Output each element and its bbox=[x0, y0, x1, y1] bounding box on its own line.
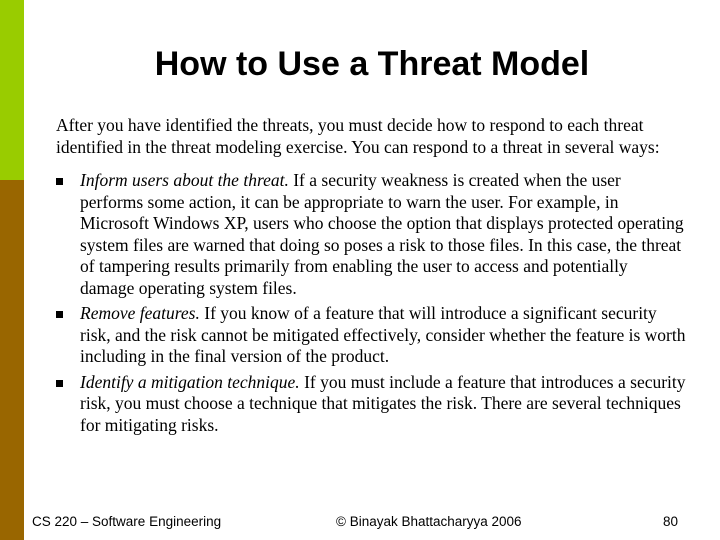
footer-course: CS 220 – Software Engineering bbox=[32, 514, 222, 529]
footer-copyright: © Binayak Bhattacharyya 2006 bbox=[336, 514, 522, 529]
bullet-item-remove-features bbox=[56, 303, 686, 368]
footer-page-number: 80 bbox=[662, 514, 678, 529]
slide-title: How to Use a Threat Model bbox=[154, 45, 590, 83]
accent-bar-green bbox=[0, 0, 24, 180]
bullet-text: If you must include a feature that introduces a security risk, you must choose a technique that mitigates the risk. There are several techniques for mitigating risks. bbox=[80, 371, 686, 435]
bullet-item-mitigation-technique bbox=[56, 372, 686, 437]
bullet-lead: Identify a mitigation technique. bbox=[80, 371, 300, 392]
bullet-text: If a security weakness is created when the user performs some action, it can be appropriate to warn the user. For example, in Microsoft Windows XP, users who choose the option that displays protected operating system files are warned that doing so poses a risk to those files. In this case, the threat of tampering results primarily from enabling the user to access and potentially damage operating system files. bbox=[80, 170, 684, 298]
square-bullet-icon bbox=[56, 311, 63, 318]
slide-body bbox=[56, 115, 686, 440]
bullet-list bbox=[56, 170, 686, 436]
bullet-lead: Remove features. bbox=[80, 303, 200, 323]
bullet-text: If you know of a feature that will introduce a significant security risk, and the risk cannot be mitigated effectively, consider whether the feature is worth including in the final version of the product. bbox=[80, 303, 686, 366]
accent-bar-brown bbox=[0, 180, 24, 540]
square-bullet-icon bbox=[56, 380, 63, 387]
intro-paragraph: After you have identified the threats, you must decide how to respond to each threat identified in the threat modeling exercise. You can respond to a threat in several ways: bbox=[56, 115, 660, 157]
square-bullet-icon bbox=[56, 178, 63, 185]
bullet-lead: Inform users about the threat. bbox=[80, 170, 289, 190]
bullet-item-inform-users bbox=[56, 170, 686, 299]
